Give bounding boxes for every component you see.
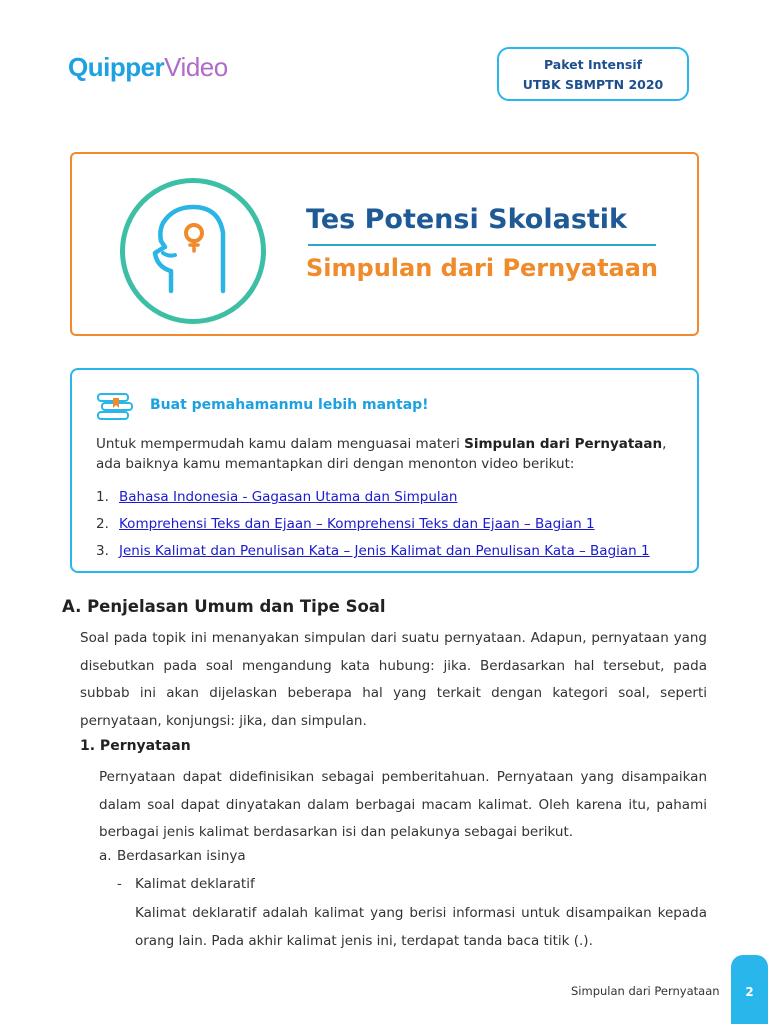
subsection-heading: 1. Pernyataan <box>80 738 191 754</box>
video-link-2[interactable]: Komprehensi Teks dan Ejaan – Komprehensi Teks dan Ejaan – Bagian 1 <box>119 516 595 532</box>
list-item <box>96 511 686 538</box>
list-item <box>96 538 686 565</box>
video-link-3[interactable]: Jenis Kalimat dan Penulisan Kata – Jenis Kalimat dan Penulisan Kata – Bagian 1 <box>119 543 650 559</box>
list-item-a <box>99 848 246 864</box>
quipper-video-logo <box>68 52 228 83</box>
footer-title: Simpulan dari Pernyataan <box>571 984 720 998</box>
info-text-before: Untuk mempermudah kamu dalam menguasai materi <box>96 436 465 452</box>
video-link-1[interactable]: Bahasa Indonesia - Gagasan Utama dan Simpulan <box>119 489 458 505</box>
title-card <box>70 152 699 336</box>
dash-marker: - <box>117 876 122 892</box>
list-item-text: Berdasarkan isinya <box>117 848 246 864</box>
document-title: Tes Potensi Skolastik <box>306 204 628 235</box>
video-link-list <box>96 484 686 565</box>
info-text-bold: Simpulan dari Pernyataan <box>464 436 663 452</box>
section-intro-paragraph: Soal pada topik ini menanyakan simpulan dari suatu pernyataan. Adapun, pernyataan yang disebutkan pada soal mengandung kata hubung: jika. Berdasarkan hal tersebut, pada subbab ini akan dijelaskan beberapa hal yang terkait dengan kategori soal, seperti pernyataan, konjungsi: jika, dan simpulan. <box>80 630 707 729</box>
list-number: 1. <box>96 489 109 505</box>
list-item <box>96 484 686 511</box>
package-badge-line2: UTBK SBMPTN 2020 <box>522 77 664 92</box>
info-text-after: , ada baiknya kamu memantapkan diri dengan menonton video berikut: <box>96 436 667 472</box>
page-number: 2 <box>731 955 768 1024</box>
info-heading: Buat pemahamanmu lebih mantap! <box>150 397 429 413</box>
list-marker: a. <box>99 848 112 864</box>
dash-item-text: Kalimat deklaratif <box>135 876 255 892</box>
section-heading: A. Penjelasan Umum dan Tipe Soal <box>62 597 386 616</box>
dash-item <box>117 876 255 892</box>
package-badge-line1: Paket Intensif <box>543 57 643 72</box>
title-divider <box>308 244 656 246</box>
list-number: 3. <box>96 543 109 559</box>
book-stack-icon <box>96 392 136 420</box>
logo-video: Video <box>164 52 228 82</box>
logo-quipper: Quipper <box>68 52 165 82</box>
definition-paragraph: Kalimat deklaratif adalah kalimat yang berisi informasi untuk disampaikan kepada orang lain. Pada akhir kalimat jenis ini, terdapat tanda baca titik (.). <box>135 905 707 949</box>
document-subtitle: Simpulan dari Pernyataan <box>306 254 659 282</box>
head-lightbulb-icon <box>120 178 266 324</box>
video-recommendation-card <box>70 368 699 573</box>
subsection-paragraph: Pernyataan dapat didefinisikan sebagai pemberitahuan. Pernyataan yang disampaikan dalam soal dapat dinyatakan dalam berbagai macam kalimat. Oleh karena itu, pahami berbagai jenis kalimat berdasarkan isi dan pelakunya sebagai berikut. <box>99 769 707 840</box>
info-description <box>96 434 686 474</box>
package-badge <box>497 47 689 101</box>
list-number: 2. <box>96 516 109 532</box>
